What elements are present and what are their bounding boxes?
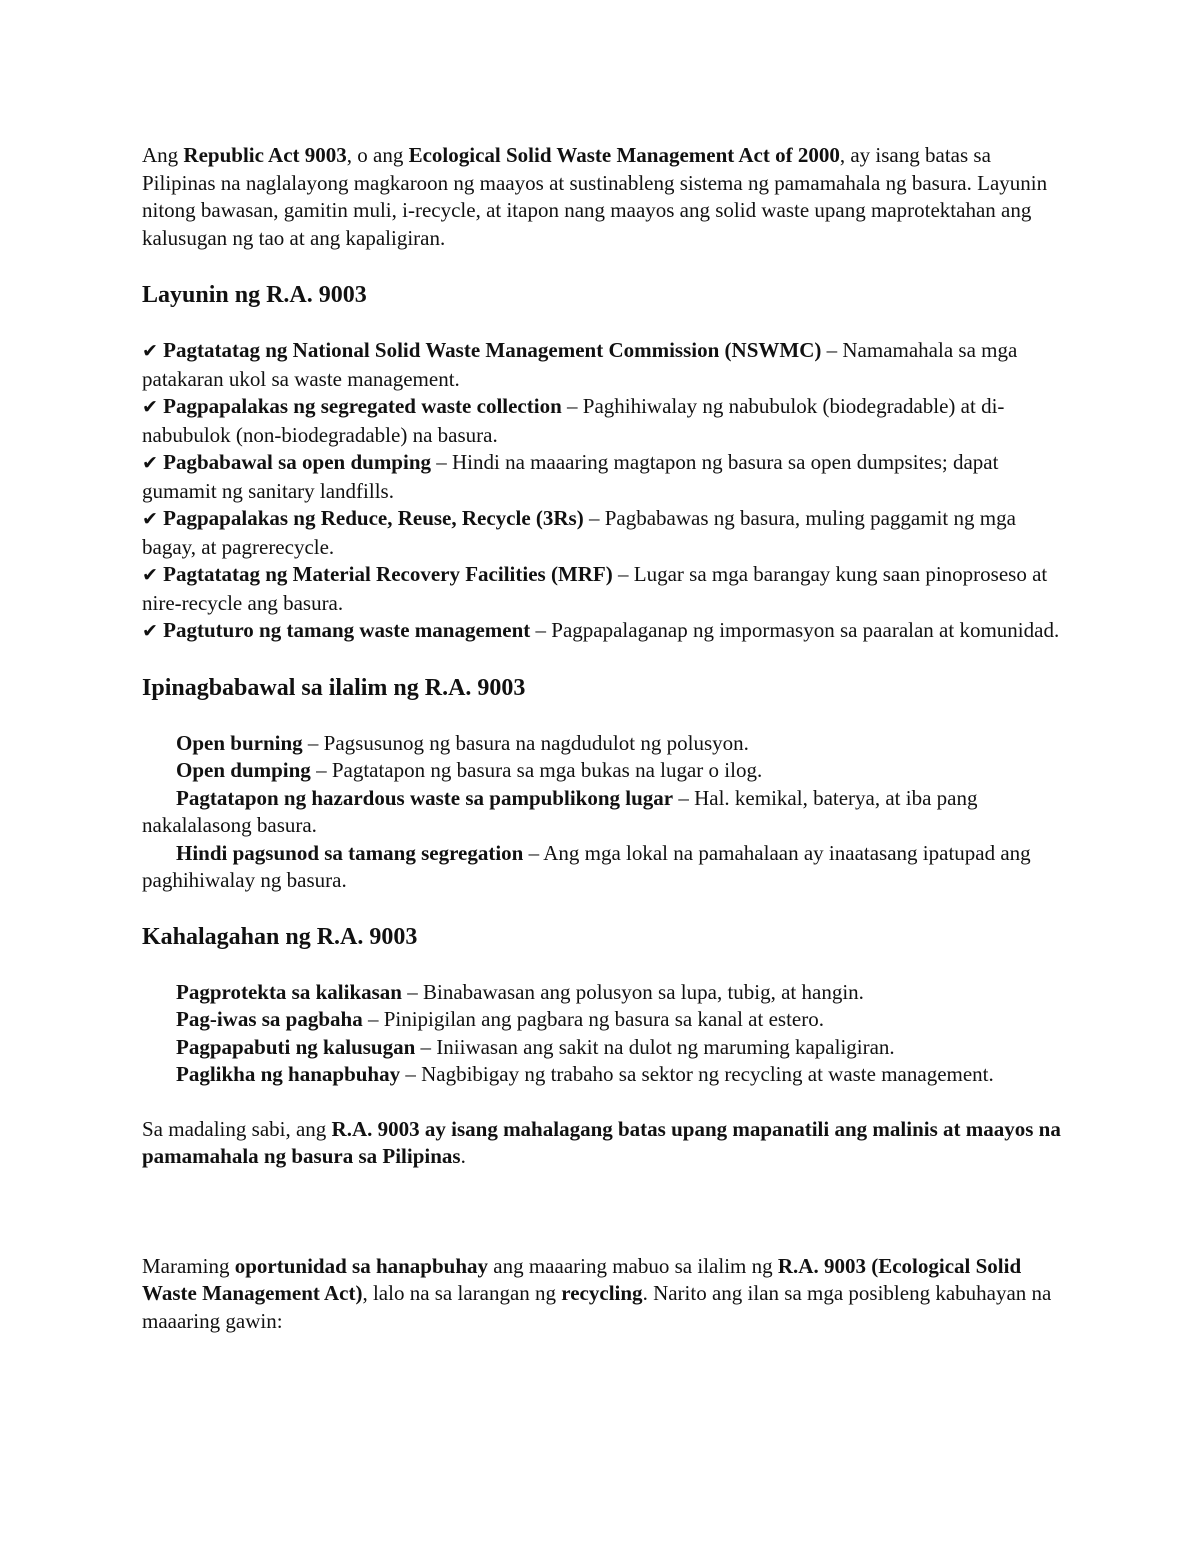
check-icon: ✔ — [142, 396, 158, 418]
item-text: – Paghihiwalay ng nabubulok (biodegradable) at di-nabubulok (non-biodegradable) na basura. — [142, 394, 1005, 447]
list-item — [142, 449, 1062, 505]
intro-text: Ang — [142, 143, 184, 167]
list-item — [142, 337, 1062, 393]
list-item — [142, 840, 1062, 895]
list-item — [142, 979, 1062, 1007]
item-text: – Pagpapalaganap ng impormasyon sa paaralan at komunidad. — [530, 618, 1060, 642]
item-bold: Pagprotekta sa kalikasan — [176, 979, 402, 1004]
list-item — [142, 1034, 1062, 1062]
item-text: – Nagbibigay ng trabaho sa sektor ng recycling at waste management. — [400, 1062, 994, 1086]
item-bold: Pagpapalakas ng Reduce, Reuse, Recycle (3Rs) — [163, 506, 584, 530]
item-bold: Open burning — [176, 730, 303, 755]
list-item — [142, 561, 1062, 617]
item-text: – Namamahala sa mga patakaran ukol sa waste management. — [142, 338, 1018, 391]
item-bold: Open dumping — [176, 758, 311, 782]
item-bold: Pagtatapon ng hazardous waste sa pampublikong lugar — [176, 785, 674, 810]
closing-text: , lalo na sa larangan ng — [362, 1281, 562, 1305]
list-item — [142, 785, 1062, 840]
summary-paragraph — [142, 1116, 1062, 1171]
item-text: – Pinipigilan ang pagbara ng basura sa kanal at estero. — [362, 1007, 824, 1031]
list-item — [142, 757, 1062, 785]
summary-bold: R.A. 9003 ay isang mahalagang batas upang mapanatili ang malinis at maayos na pamamahala ng basura sa Pilipinas — [142, 1116, 1061, 1168]
layunin-list — [142, 337, 1062, 646]
heading-layunin: Layunin ng R.A. 9003 — [142, 282, 367, 308]
closing-bold: R.A. 9003 (Ecological Solid Waste Management Act) — [142, 1253, 1022, 1305]
item-text: – Hal. kemikal, baterya, at iba pang nakalalasong basura. — [142, 785, 978, 837]
item-bold: Pagpapalakas ng segregated waste collection — [163, 394, 562, 418]
closing-paragraph — [142, 1253, 1062, 1336]
item-bold: Pagtatatag ng National Solid Waste Management Commission (NSWMC) — [163, 338, 822, 362]
item-text: – Iniiwasan ang sakit na dulot ng maruming kapaligiran. — [415, 1034, 895, 1059]
list-item — [142, 730, 1062, 758]
item-bold: Pagtuturo ng tamang waste management — [163, 618, 531, 642]
intro-text: , o ang — [346, 143, 409, 167]
list-item — [142, 393, 1062, 449]
intro-bold-act: Republic Act 9003 — [183, 143, 347, 167]
item-text: – Lugar sa mga barangay kung saan pinoproseso at nire-recycle ang basura. — [142, 562, 1048, 615]
check-icon: ✔ — [142, 508, 158, 530]
item-bold: Hindi pagsunod sa tamang segregation — [176, 840, 524, 865]
closing-text: Maraming — [142, 1253, 235, 1278]
heading-ipinagbabawal: Ipinagbabawal sa ilalim ng R.A. 9003 — [142, 674, 526, 701]
kahalagahan-list — [142, 979, 1062, 1089]
list-item — [142, 617, 1062, 646]
item-bold: Paglikha ng hanapbuhay — [176, 1062, 401, 1086]
check-icon: ✔ — [142, 452, 158, 474]
intro-bold-title: Ecological Solid Waste Management Act of 2000 — [408, 143, 840, 167]
list-item — [142, 505, 1062, 561]
heading-kahalagahan: Kahalagahan ng R.A. 9003 — [142, 923, 418, 950]
item-text: – Binabawasan ang polusyon sa lupa, tubig, at hangin. — [402, 979, 864, 1004]
intro-paragraph — [142, 142, 1062, 252]
intro-text: , ay isang batas sa Pilipinas na naglalayong magkaroon ng maayos at sustinableng sistema ng pamamahala ng basura. Layunin nitong bawasan, gamitin muli, i-recycle, at itapon nang maayos ang solid waste upang maprotektahan ang kalusugan ng tao at ang kapaligiran. — [142, 143, 1048, 250]
summary-text: . — [460, 1144, 466, 1168]
closing-text: . Narito ang ilan sa mga posibleng kabuhayan na maaaring gawin: — [142, 1281, 1052, 1333]
list-item — [142, 1006, 1062, 1034]
check-icon: ✔ — [142, 564, 158, 586]
closing-text: ang maaaring mabuo sa ilalim ng — [488, 1253, 778, 1278]
item-text: – Pagbabawas ng basura, muling paggamit ng mga bagay, at pagrerecycle. — [142, 506, 1016, 559]
item-text: – Hindi na maaaring magtapon ng basura sa open dumpsites; dapat gumamit ng sanitary landfills. — [142, 450, 999, 503]
item-text: – Pagtatapon ng basura sa mga bukas na lugar o ilog. — [310, 758, 763, 782]
item-text: – Ang mga lokal na pamahalaan ay inaatasang ipatupad ang paghihiwalay ng basura. — [142, 840, 1031, 892]
check-icon: ✔ — [142, 340, 158, 362]
list-item — [142, 1061, 1062, 1089]
ipinagbabawal-list — [142, 730, 1062, 895]
closing-bold: recycling — [561, 1281, 643, 1305]
check-icon: ✔ — [142, 620, 158, 642]
closing-bold: oportunidad sa hanapbuhay — [234, 1253, 489, 1278]
summary-text: Sa madaling sabi, ang — [142, 1116, 332, 1141]
item-text: – Pagsusunog ng basura na nagdudulot ng polusyon. — [302, 730, 749, 755]
item-bold: Pagbabawal sa open dumping — [163, 450, 432, 474]
item-bold: Pagtatatag ng Material Recovery Facilities (MRF) — [163, 562, 613, 586]
item-bold: Pag-iwas sa pagbaha — [176, 1007, 363, 1031]
item-bold: Pagpapabuti ng kalusugan — [176, 1034, 416, 1059]
